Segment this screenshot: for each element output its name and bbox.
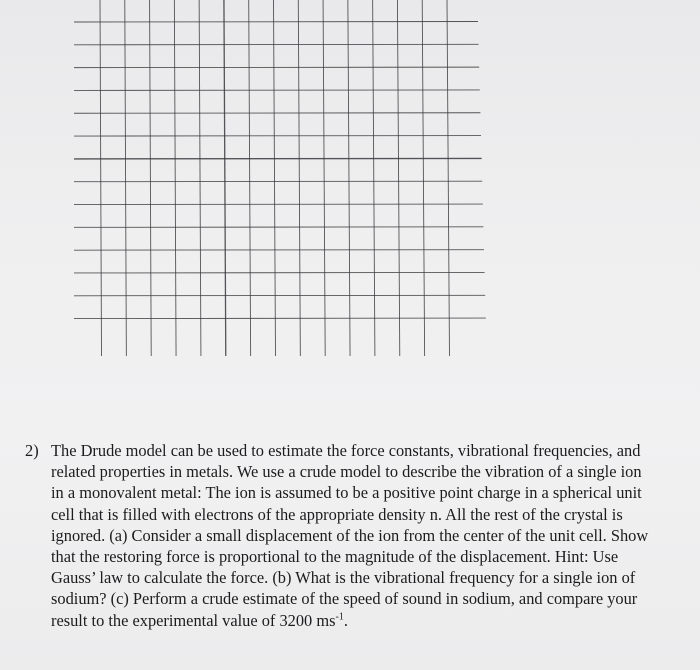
grid-vertical-line [274,0,276,356]
problem-number: 2) [25,441,39,460]
problem-line: related properties in metals. We use a crude model to describe the vibration of a single ion [51,462,642,482]
grid-vertical-line [125,0,127,356]
grid-horizontal-line [74,204,483,205]
grid-vertical-line [100,0,102,356]
last-line-text: result to the experimental value of 3200 ms [51,610,336,630]
grid-vertical-line [348,0,350,356]
grid-vertical-line [224,0,226,356]
grid-vertical-line [150,0,152,356]
problem-line: Gauss’ law to calculate the force. (b) What is the vibrational frequency for a single ion of [51,568,636,588]
grid-horizontal-line [74,113,480,114]
grid-vertical-line [397,0,399,356]
grid-vertical-line [199,0,201,356]
problem-line: ignored. (a) Consider a small displacement of the ion from the center of the unit cell. Show [51,525,649,545]
grid-horizontal-line [74,90,480,91]
problem-line: in a monovalent metal: The ion is assumed to be a positive point charge in a spherical unit [51,483,642,503]
grid-horizontal-line [74,67,479,68]
grid-horizontal-line [74,44,479,45]
problem-line: sodium? (c) Perform a crude estimate of the speed of sound in sodium, and compare your [51,589,638,609]
grid-horizontal-line [74,250,484,251]
grid-horizontal-line [74,181,482,182]
grid-vertical-line [373,0,375,356]
grid-vertical-line [174,0,176,356]
problem-line: cell that is filled with electrons of the appropriate density n. All the rest of the crystal is [51,504,623,524]
grid-horizontal-line [74,136,481,137]
problem-2 [20,440,680,631]
grid-horizontal-line [74,227,483,228]
last-line-end: . [343,610,348,630]
grid-horizontal-line [74,295,485,296]
unit-exponent: -1 [335,611,344,623]
problem-line: The Drude model can be used to estimate the force constants, vibrational frequencies, and [51,441,641,460]
grid-vertical-line [298,0,300,356]
grid-horizontal-line [74,272,485,273]
grid-vertical-line [447,0,449,356]
problem-last-line [51,610,680,631]
grid-vertical-line [323,0,325,356]
grid-horizontal-line [74,158,482,159]
grid-vertical-line [422,0,424,356]
problem-text [51,440,680,631]
problem-line: that the restoring force is proportional to the magnitude of the displacement. Hint: Use [51,547,619,567]
grid-vertical-line [249,0,251,356]
grid-horizontal-line [74,22,478,23]
